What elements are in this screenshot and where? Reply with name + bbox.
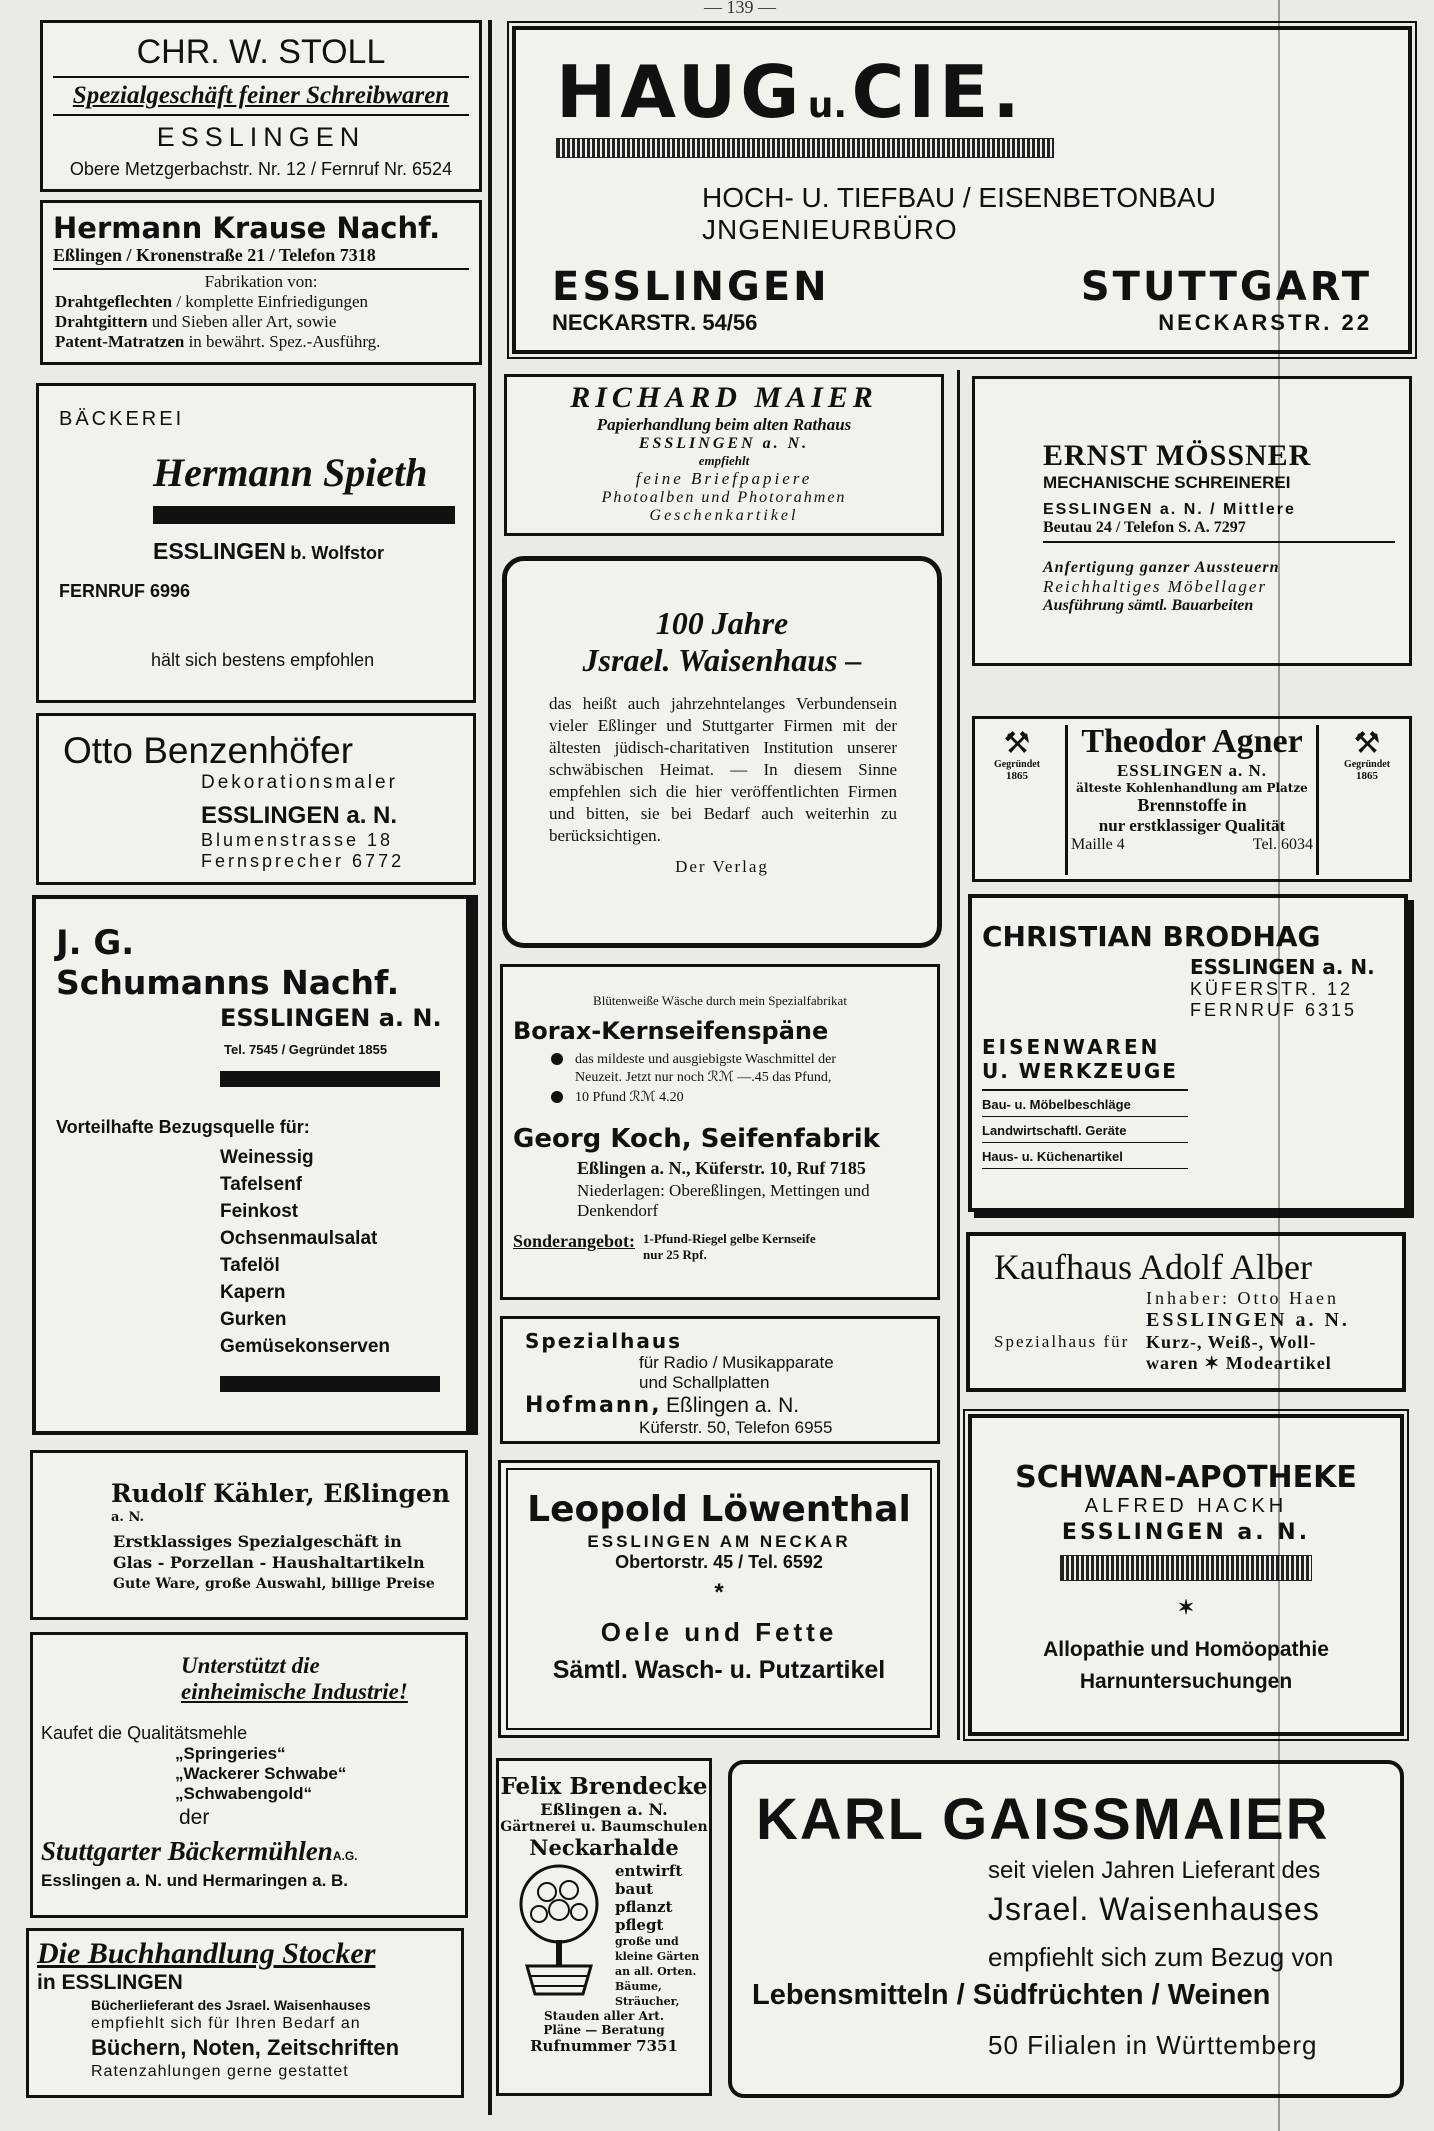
koch-branches: Niederlagen: Obereßlingen, Mettingen und Denkendorf [577, 1181, 870, 1220]
hammer-pick-icon: ⚒ [1003, 727, 1031, 760]
koch-bullet-1-a: das mildeste und ausgiebigste Waschmittel der [575, 1052, 837, 1067]
gaissmaier-line-4: Lebensmitteln / Südfrüchten / Weinen [752, 1979, 1271, 2011]
ad-koch [500, 964, 940, 1300]
spieth-city: ESSLINGEN [153, 538, 286, 564]
moessner-line-1: Anfertigung ganzer Aussteuern [1043, 559, 1280, 576]
muehlen-brand-2: „Wackerer Schwabe“ [175, 1764, 347, 1783]
bullet-icon [551, 1053, 563, 1065]
brodhag-rule [982, 1089, 1188, 1091]
stocker-line-4: Ratenzahlungen gerne gestattet [91, 2063, 349, 2080]
maier-line-4: Photoalben und Photorahmen [601, 489, 847, 506]
moessner-address: Beutau 24 / Telefon S. A. 7297 [1043, 519, 1246, 536]
krause-line-1-bold: Drahtgeflechten [55, 292, 173, 311]
brodhag-item-2: Landwirtschaftl. Geräte [982, 1123, 1188, 1143]
koch-bullet-1 [551, 1051, 937, 1087]
spieth-bar [153, 506, 455, 524]
ad-muehlen [30, 1632, 468, 1918]
kaehler-suffix: a. N. [111, 1510, 145, 1525]
moessner-line-3: Ausführung sämtl. Bauarbeiten [1043, 597, 1254, 614]
brendecke-text: Bäume, [615, 1980, 662, 1993]
koch-offer-2: nur 25 Rpf. [643, 1247, 707, 1262]
schwan-line-1: Allopathie und Homöopathie [1043, 1638, 1329, 1661]
schumann-item: Ochsenmaulsalat [220, 1228, 378, 1249]
muehlen-intro: Kaufet die Qualitätsmehle [41, 1723, 248, 1743]
koch-offer [513, 1231, 937, 1263]
hofmann-name: Hofmann, [525, 1393, 662, 1418]
stoll-rule-2 [53, 114, 469, 116]
ad-haug [512, 26, 1412, 354]
potted-tree-icon [507, 1862, 611, 1998]
benzenhoefer-city: ESSLINGEN a. N. [201, 802, 398, 829]
ad-benzenhoefer [36, 713, 476, 885]
brendecke-text: Sträucher, [615, 1995, 680, 2008]
agner-city: ESSLINGEN a. N. [1116, 761, 1268, 780]
krause-line-1-text: / komplette Einfriedigungen [172, 292, 369, 311]
ad-brendecke [496, 1758, 712, 2096]
benzenhoefer-phone: Fernsprecher 6772 [201, 851, 405, 871]
agner-tel: Tel. 6034 [1252, 836, 1313, 853]
column-rule-left [488, 20, 492, 2115]
loewenthal-name: Leopold Löwenthal [527, 1489, 911, 1530]
brendecke-line-3: Pläne — Beratung [543, 2023, 665, 2037]
benzenhoefer-street: Blumenstrasse 18 [201, 830, 394, 850]
spieth-city-suffix: b. Wolfstor [290, 543, 385, 563]
schumann-item: Weinessig [220, 1147, 314, 1168]
krause-address: Eßlingen / Kronenstraße 21 / Telefon 7318 [53, 245, 376, 265]
krause-line-3-text: in bewährt. Spez.-Ausführg. [184, 332, 381, 351]
schwan-owner: ALFRED HACKH [1084, 1495, 1288, 1517]
muehlen-cities: Esslingen a. N. und Hermaringen a. B. [41, 1871, 349, 1890]
page-number: — 139 — [704, 0, 776, 17]
koch-name: Georg Koch, Seifenfabrik [513, 1124, 880, 1154]
brendecke-line-2: Stauden aller Art. [543, 2009, 665, 2023]
koch-product: Borax-Kernseifenspäne [513, 1017, 829, 1045]
brendecke-line-1: Gärtnerei u. Baumschulen [500, 1819, 708, 1835]
hofmann-address: Küferstr. 50, Telefon 6955 [639, 1418, 833, 1437]
kaehler-name-line [111, 1479, 465, 1526]
brendecke-verb: pflanzt [615, 1898, 673, 1916]
benzenhoefer-name: Otto Benzenhöfer [63, 730, 354, 771]
ad-spieth [36, 383, 476, 703]
krause-rule [53, 268, 469, 270]
agner-line-1: älteste Kohlenhandlung am Platze [1076, 781, 1308, 795]
agner-line-2: Brennstoffe in [1137, 795, 1247, 815]
kaehler-name: Rudolf Kähler, Eßlingen [111, 1479, 451, 1508]
schumann-item: Tafelöl [220, 1255, 280, 1276]
ad-hofmann [500, 1316, 940, 1444]
krause-fab: Fabrikation von: [204, 272, 318, 291]
kaehler-line-1: Erstklassiges Spezialgeschäft in [113, 1532, 402, 1551]
ad-maier [504, 374, 944, 536]
waisenhaus-body: das heißt auch jahrzehntelanges Verbundensein vieler Eßlinger und Stuttgarter Firmen mit der ältesten jüdisch-charitativen Institution unserer schwäbischen Heimat. — In diesem Sinne empfehlen sich die hier veröffentlichten Firmen und bitten, sie bei Bedarf auch weiterhin zu berücksichtigen. [549, 694, 897, 845]
hofmann-line-2: für Radio / Musikapparate [639, 1353, 834, 1372]
waisenhaus-title-1: 100 Jahre [655, 605, 789, 641]
bullet-icon [551, 1091, 563, 1103]
loewenthal-star: * [714, 1579, 724, 1606]
koch-bullet-1-text [575, 1051, 836, 1087]
muehlen-name: Stuttgarter Bäckermühlen [41, 1836, 333, 1866]
schumann-item: Gurken [220, 1309, 287, 1330]
haug-name-2: CIE. [851, 50, 1024, 134]
krause-line-3-bold: Patent-Matratzen [55, 332, 185, 351]
brendecke-verb: entwirft [615, 1862, 683, 1880]
brendecke-text: kleine Gärten [615, 1950, 700, 1963]
schumann-intro: Vorteilhafte Bezugsquelle für: [56, 1117, 310, 1137]
agner-footer [1071, 836, 1313, 854]
hofmann-line-3: und Schallplatten [639, 1373, 770, 1392]
schumann-name-1: J. G. [56, 923, 135, 963]
alber-city: ESSLINGEN a. N. [1146, 1309, 1350, 1331]
schumann-item: Feinkost [220, 1201, 299, 1222]
kaehler-line-2: Glas - Porzellan - Haushaltartikeln [113, 1553, 425, 1572]
moessner-rule [1043, 541, 1395, 543]
gaissmaier-name: KARL GAISSMAIER [756, 1787, 1330, 1852]
stoll-tagline: Spezialgeschäft feiner Schreibwaren [72, 82, 450, 109]
agner-divider-right [1316, 725, 1319, 875]
schwan-line-2: Harnuntersuchungen [1079, 1670, 1293, 1693]
maier-city: ESSLINGEN a. N. [638, 435, 810, 452]
spieth-note: hält sich bestens empfohlen [151, 650, 375, 670]
brodhag-name: CHRISTIAN BRODHAG [982, 920, 1321, 953]
brendecke-verb: pflegt [615, 1916, 664, 1934]
ad-waisenhaus [502, 556, 942, 948]
krause-line-2 [55, 312, 479, 332]
koch-offer-label: Sonderangebot: [513, 1231, 636, 1251]
moessner-line-2: Reichhaltiges Möbellager [1043, 577, 1268, 596]
loewenthal-city: ESSLINGEN AM NECKAR [587, 1532, 851, 1551]
stocker-city: in ESSLINGEN [37, 1971, 183, 1994]
schumann-bar-bottom [220, 1376, 440, 1392]
haug-address-1: NECKARSTR. 54/56 [552, 310, 758, 335]
gaissmaier-line-1: seit vielen Jahren Lieferant des [988, 1857, 1321, 1884]
alber-goods [994, 1332, 1402, 1374]
waisenhaus-title-2: Jsrael. Waisenhaus – [582, 642, 862, 678]
paper-fold-crease [1278, 0, 1280, 2131]
haug-line-1: HOCH- U. TIEFBAU / EISENBETONBAU [702, 182, 1216, 213]
brodhag-item-3: Haus- u. Küchenartikel [982, 1149, 1188, 1169]
loewenthal-address: Obertorstr. 45 / Tel. 6592 [615, 1552, 823, 1572]
ad-agner [972, 716, 1412, 882]
moessner-trade: MECHANISCHE SCHREINEREI [1043, 473, 1291, 492]
agner-founded-right: Gegründet [1343, 759, 1391, 770]
krause-line-3 [55, 332, 479, 352]
ad-moessner [972, 376, 1412, 666]
stocker-line-1: Bücherlieferant des Jsrael. Waisenhauses [91, 1997, 371, 2013]
brodhag-street: KÜFERSTR. 12 [1190, 979, 1354, 999]
brodhag-item-1: Bau- u. Möbelbeschläge [982, 1097, 1188, 1117]
alber-owner: Inhaber: Otto Haen [1146, 1288, 1339, 1308]
ad-gaissmaier [728, 1760, 1404, 2098]
schumann-items [220, 1144, 466, 1360]
agner-line-3: nur erstklassiger Qualität [1098, 816, 1286, 835]
haug-mid: u. [807, 85, 848, 126]
agner-founded-left: Gegründet [993, 759, 1041, 770]
hofmann-name-line [525, 1393, 937, 1418]
brendecke-text: große und [615, 1935, 679, 1948]
stocker-name: Die Buchhandlung Stocker [37, 1937, 376, 1970]
haug-address-2: NECKARSTR. 22 [1158, 310, 1372, 335]
alber-name: Kaufhaus Adolf Alber [994, 1247, 1312, 1287]
loewenthal-line-2: Sämtl. Wasch- u. Putzartikel [552, 1656, 886, 1684]
alber-spez: Spezialhaus für [994, 1332, 1130, 1351]
brendecke-body [507, 1862, 709, 2009]
agner-right-emblem [1337, 729, 1397, 782]
gaissmaier-line-5: 50 Filialen in Württemberg [988, 2030, 1318, 2060]
maier-name: RICHARD MAIER [570, 381, 878, 414]
ad-brodhag [968, 894, 1408, 1212]
ad-schwan [968, 1414, 1404, 1736]
alber-goods-2: waren ✶ Modeartikel [1146, 1353, 1332, 1373]
maier-line-3: feine Briefpapiere [635, 469, 813, 488]
brendecke-name: Felix Brendecke [500, 1773, 708, 1800]
column-rule-right [957, 370, 960, 1740]
haug-city-block-1 [552, 264, 830, 336]
hammer-pick-icon: ⚒ [1353, 727, 1381, 760]
agner-center [1071, 723, 1313, 854]
muehlen-der: der [179, 1806, 210, 1829]
agner-name: Theodor Agner [1081, 723, 1303, 760]
waisenhaus-sign: Der Verlag [675, 857, 769, 876]
koch-offer-text [643, 1231, 816, 1263]
maier-line-1: Papierhandlung beim alten Rathaus [596, 415, 852, 434]
stoll-name: CHR. W. STOLL [136, 33, 386, 71]
krause-line-1 [55, 292, 479, 312]
schwan-name: SCHWAN-APOTHEKE [1015, 1460, 1357, 1495]
krause-name: Hermann Krause Nachf. [53, 211, 441, 245]
agner-left-emblem [987, 729, 1047, 782]
haug-city-block-2 [1081, 264, 1372, 336]
alber-goods-text [1146, 1332, 1332, 1374]
schumann-name-2: Schumanns Nachf. [56, 963, 400, 1002]
ad-stoll [40, 20, 482, 192]
schumann-item: Kapern [220, 1282, 286, 1303]
gaissmaier-line-2: Jsrael. Waisenhauses [988, 1891, 1320, 1927]
maier-line-2: empfiehlt [698, 453, 750, 468]
stoll-city: ESSLINGEN [156, 122, 366, 152]
krause-line-2-text: und Sieben aller Art, sowie [147, 312, 337, 331]
brodhag-cat-1: EISENWAREN [982, 1035, 1161, 1059]
schumann-city: ESSLINGEN a. N. [220, 1004, 442, 1032]
schumann-item: Gemüsekonserven [220, 1336, 391, 1357]
muehlen-slogan-1: Unterstützt die [181, 1653, 320, 1678]
koch-bullet-1-b: Neuzeit. Jetzt nur noch ℛℳ —.45 das Pfund, [575, 1070, 832, 1085]
brodhag-cat-2: U. WERKZEUGE [982, 1059, 1178, 1083]
koch-bullet-2 [551, 1089, 937, 1106]
brendecke-city: Eßlingen a. N. [540, 1800, 668, 1819]
muehlen-brand-3: „Schwabengold“ [175, 1784, 312, 1803]
ad-kaehler [30, 1450, 468, 1620]
brendecke-place: Neckarhalde [529, 1835, 679, 1860]
ad-loewenthal [498, 1460, 940, 1738]
schwan-star: ✶ [1177, 1597, 1195, 1619]
stocker-line-3: Büchern, Noten, Zeitschriften [91, 2035, 400, 2060]
brendecke-verbs [615, 1862, 699, 2009]
brodhag-phone: FERNRUF 6315 [1190, 1000, 1358, 1020]
koch-address: Eßlingen a. N., Küferstr. 10, Ruf 7185 [577, 1158, 866, 1178]
spieth-label: BÄCKEREI [59, 408, 185, 430]
benzenhoefer-trade: Dekorationsmaler [201, 772, 398, 793]
haug-city-1: ESSLINGEN [552, 264, 830, 310]
moessner-name: ERNST MÖSSNER [1043, 439, 1312, 472]
schumann-item: Tafelsenf [220, 1174, 303, 1195]
spieth-name: Hermann Spieth [153, 450, 428, 495]
koch-offer-1: 1-Pfund-Riegel gelbe Kernseife [643, 1231, 816, 1246]
stoll-address: Obere Metzgerbachstr. Nr. 12 / Fernruf Nr. 6524 [69, 159, 453, 179]
koch-bullet-2-text: 10 Pfund ℛℳ 4.20 [575, 1090, 684, 1105]
ad-alber [966, 1232, 1406, 1392]
kaehler-line-3: Gute Ware, große Auswahl, billige Preise [113, 1576, 435, 1592]
haug-name: HAUG [556, 50, 804, 134]
agner-year-right: 1865 [1356, 770, 1378, 782]
muehlen-suffix: A.G. [332, 1849, 358, 1863]
schwan-city: ESSLINGEN a. N. [1061, 1520, 1311, 1545]
krause-line-2-bold: Drahtgittern [55, 312, 148, 331]
stocker-line-2: empfiehlt sich für Ihren Bedarf an [91, 2015, 361, 2032]
muehlen-name-line [41, 1836, 465, 1867]
ad-stocker [26, 1928, 464, 2098]
agner-year-left: 1865 [1006, 770, 1028, 782]
brendecke-text: an all. Orten. [615, 1965, 697, 1978]
moessner-city: ESSLINGEN a. N. / Mittlere [1043, 501, 1296, 518]
muehlen-brand-1: „Springeries“ [175, 1744, 286, 1763]
alber-goods-1: Kurz-, Weiß-, Woll- [1146, 1332, 1317, 1352]
haug-cities [552, 264, 1372, 336]
muehlen-slogan-2: einheimische Industrie! [181, 1679, 408, 1704]
loewenthal-line-1: Oele und Fette [600, 1617, 838, 1647]
stoll-rule [53, 76, 469, 78]
koch-top: Blütenweiße Wäsche durch mein Spezialfabrikat [593, 993, 847, 1008]
hofmann-line-1: Spezialhaus [525, 1329, 683, 1353]
schwan-hatch-bar [1060, 1555, 1312, 1581]
brendecke-phone: Rufnummer 7351 [530, 2037, 678, 2055]
spieth-city-line [153, 538, 473, 565]
haug-hatch-bar [556, 138, 1054, 158]
haug-city-2: STUTTGART [1080, 264, 1372, 310]
haug-line-2: JNGENIEURBÜRO [702, 214, 958, 245]
brendecke-verb: baut [615, 1880, 654, 1898]
agner-street: Maille 4 [1071, 836, 1125, 853]
schumann-bar [220, 1071, 440, 1087]
gaissmaier-line-3: empfiehlt sich zum Bezug von [988, 1942, 1334, 1972]
brodhag-city: ESSLINGEN a. N. [1190, 955, 1375, 979]
agner-divider-left [1065, 725, 1068, 875]
hofmann-city: Eßlingen a. N. [666, 1394, 800, 1417]
maier-line-5: Geschenkartikel [649, 507, 799, 524]
spieth-phone: FERNRUF 6996 [59, 581, 191, 601]
ad-krause [40, 200, 482, 365]
haug-name-line [556, 50, 1408, 134]
schumann-tel: Tel. 7545 / Gegründet 1855 [224, 1042, 388, 1057]
ad-schumann [32, 895, 470, 1435]
